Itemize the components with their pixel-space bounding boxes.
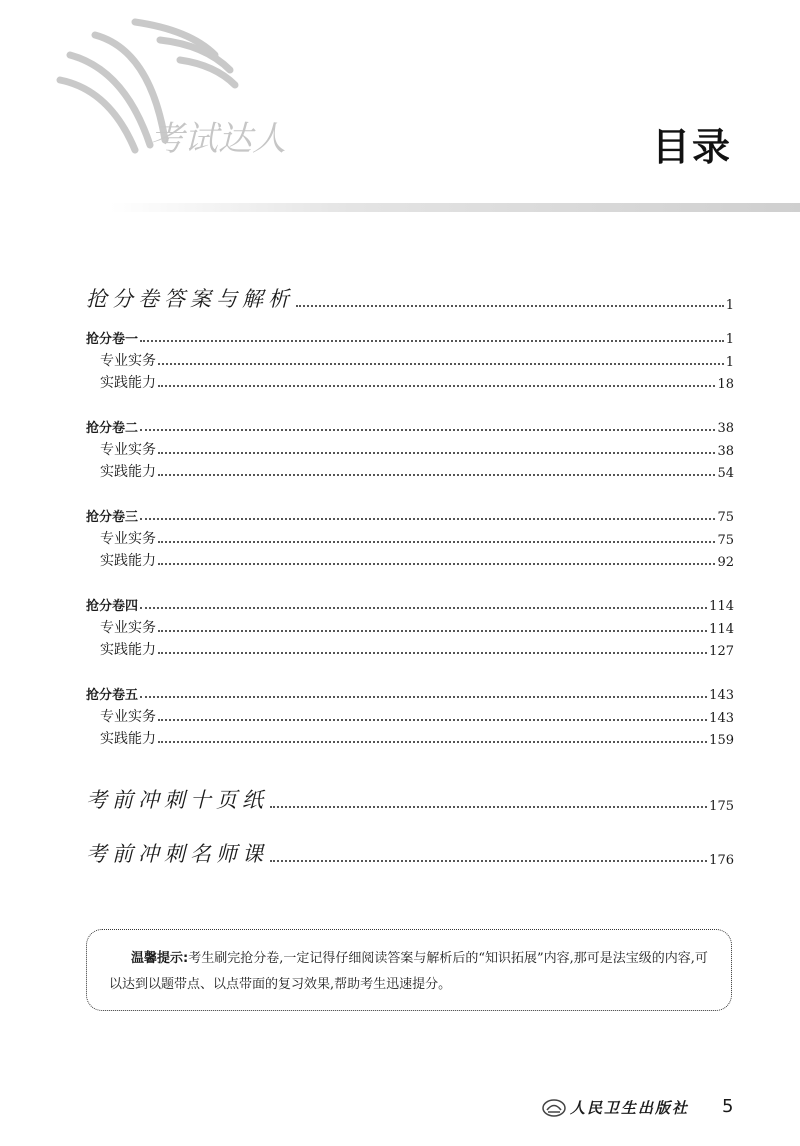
toc-sub-title: 实践能力 — [100, 375, 156, 391]
toc-exam-title: 抢分卷二 — [86, 421, 139, 436]
toc-exam-5-sub-1[interactable] — [100, 706, 734, 726]
tip-box — [86, 929, 732, 1011]
page-title: 目录 — [651, 125, 732, 169]
toc-leader — [140, 518, 715, 520]
toc-leader — [158, 563, 715, 565]
header-band — [110, 203, 800, 212]
toc-part3-page: 176 — [709, 853, 734, 868]
toc-sub-title: 实践能力 — [100, 464, 156, 480]
toc-sub-page: 92 — [717, 555, 734, 570]
toc-exam-4-sub-1[interactable] — [100, 617, 734, 637]
toc-leader — [158, 452, 715, 454]
toc-exam-3-sub-2[interactable] — [100, 550, 734, 570]
toc-exam-3[interactable] — [86, 506, 734, 525]
toc-exam-2-sub-2[interactable] — [100, 461, 734, 481]
toc-exam-title: 抢分卷四 — [86, 599, 139, 614]
toc-sub-title: 实践能力 — [100, 642, 156, 658]
toc-part1-page: 1 — [725, 298, 734, 313]
toc-sub-title: 专业实务 — [100, 531, 156, 547]
toc-sub-title: 专业实务 — [100, 620, 156, 636]
toc-leader — [140, 429, 715, 431]
toc-sub-page: 114 — [709, 622, 734, 637]
toc-leader — [158, 363, 724, 365]
toc-part3-title: 考前冲刺名师课 — [86, 842, 268, 866]
toc-part3[interactable] — [86, 838, 734, 868]
toc-exam-2-sub-1[interactable] — [100, 439, 734, 459]
brand-logo — [40, 10, 310, 170]
publisher-logo-icon — [542, 1098, 566, 1118]
toc-exam-title: 抢分卷五 — [86, 688, 139, 703]
toc-leader — [158, 474, 715, 476]
toc-sub-page: 18 — [717, 377, 734, 392]
toc-exam-page: 75 — [717, 510, 734, 525]
toc-part2-page: 175 — [709, 799, 734, 814]
toc-exam-4[interactable] — [86, 595, 734, 614]
toc-exam-page: 1 — [725, 332, 734, 347]
toc-exam-1-sub-2[interactable] — [100, 372, 734, 392]
toc-sub-title: 实践能力 — [100, 553, 156, 569]
toc-exam-page: 143 — [709, 688, 734, 703]
toc-leader — [270, 806, 707, 808]
toc-leader — [158, 385, 715, 387]
toc-exam-1[interactable] — [86, 328, 734, 347]
toc-sub-title: 专业实务 — [100, 709, 156, 725]
toc-sub-page: 1 — [725, 355, 734, 370]
logo-text: 考试达人 — [150, 119, 286, 159]
toc-leader — [158, 741, 707, 743]
toc-exam-title: 抢分卷三 — [86, 510, 139, 525]
toc-sub-page: 127 — [709, 644, 734, 659]
toc-leader — [158, 630, 707, 632]
toc-leader — [158, 652, 707, 654]
toc-sub-title: 实践能力 — [100, 731, 156, 747]
toc-leader — [140, 696, 707, 698]
toc-exam-4-sub-2[interactable] — [100, 639, 734, 659]
toc-sub-page: 75 — [717, 533, 734, 548]
toc-part2[interactable] — [86, 784, 734, 814]
toc-sub-title: 专业实务 — [100, 353, 156, 369]
toc-sub-title: 专业实务 — [100, 442, 156, 458]
toc-sub-page: 38 — [717, 444, 734, 459]
toc-exam-1-sub-1[interactable] — [100, 350, 734, 370]
toc-leader — [270, 860, 707, 862]
toc-sub-page: 159 — [709, 733, 734, 748]
toc-exam-2[interactable] — [86, 417, 734, 436]
toc-exam-page: 38 — [717, 421, 734, 436]
toc-exam-3-sub-1[interactable] — [100, 528, 734, 548]
toc-exam-5[interactable] — [86, 684, 734, 703]
publisher-name: 人民卫生出版社 — [570, 1099, 690, 1117]
toc-sub-page: 54 — [717, 466, 734, 481]
toc-sub-page: 143 — [709, 711, 734, 726]
toc-part1-title: 抢分卷答案与解析 — [86, 287, 294, 311]
page-number: 5 — [722, 1096, 734, 1117]
toc-leader — [140, 607, 707, 609]
toc-leader — [158, 541, 715, 543]
toc-exam-page: 114 — [709, 599, 734, 614]
toc-exam-5-sub-2[interactable] — [100, 728, 734, 748]
toc-leader — [158, 719, 707, 721]
tip-text: 考生刷完抢分卷,一定记得仔细阅读答案与解析后的“知识拓展”内容,那可是法宝级的内容,可以达到以题带点、以点带面的复习效果,帮助考生迅速提分。 — [109, 951, 708, 992]
toc-part1[interactable] — [86, 283, 734, 313]
toc-part2-title: 考前冲刺十页纸 — [86, 788, 268, 812]
tip-label: 温馨提示: — [131, 951, 189, 966]
toc-exam-title: 抢分卷一 — [86, 332, 139, 347]
toc-leader — [296, 305, 724, 307]
toc-leader — [140, 340, 724, 342]
